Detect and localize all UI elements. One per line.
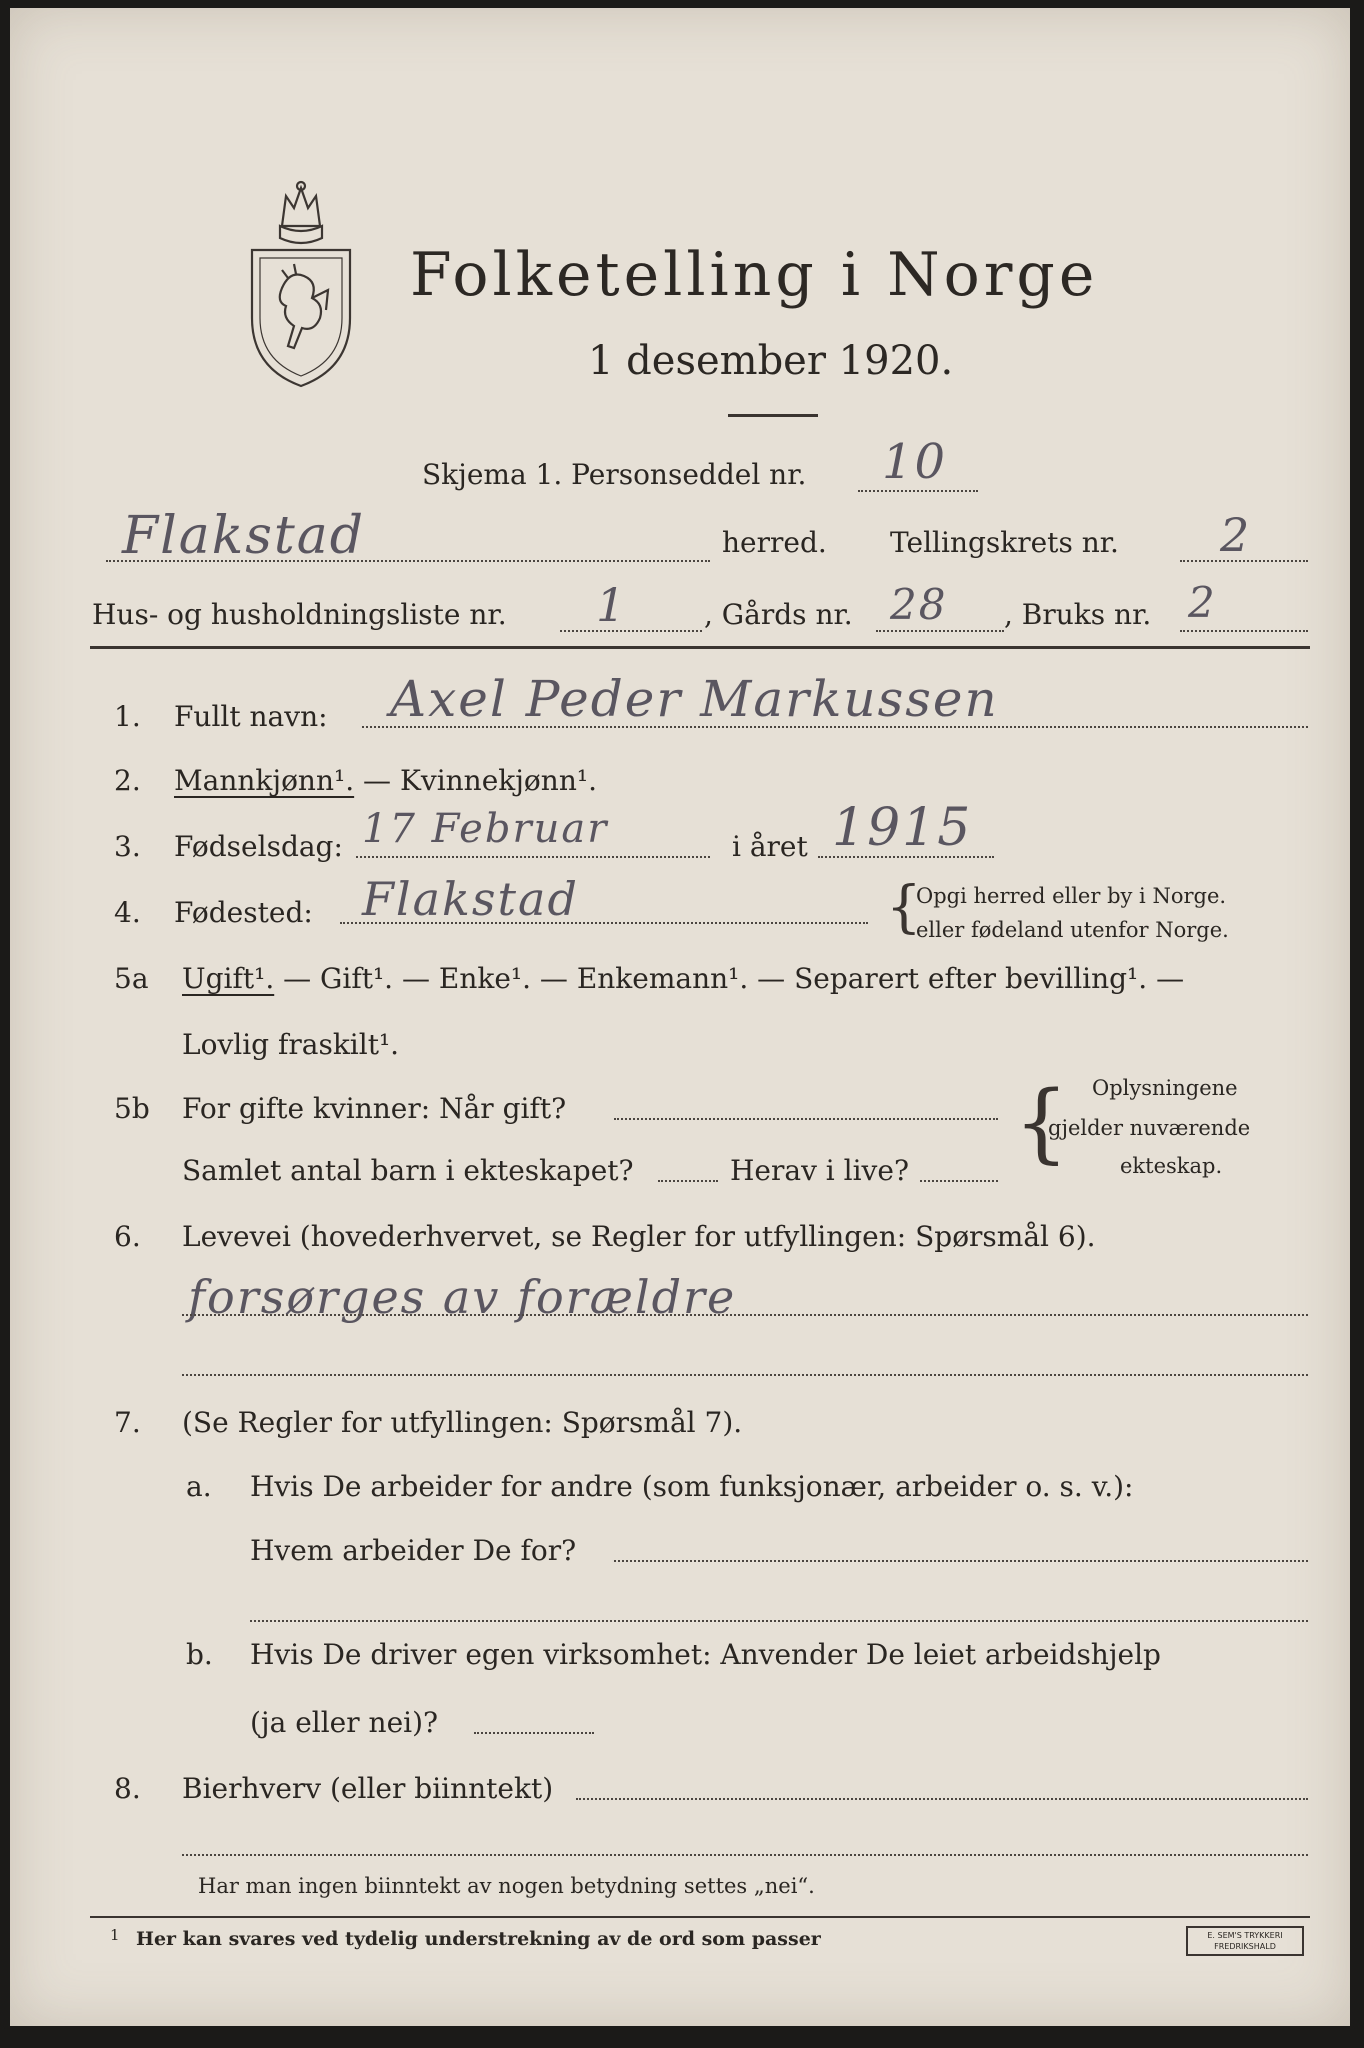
q2-number: 2. bbox=[114, 764, 141, 797]
employer-line-2 bbox=[250, 1620, 1308, 1622]
kvinnekjonn-option[interactable]: Kvinnekjønn¹. bbox=[399, 764, 597, 797]
birth-year-value[interactable]: 1915 bbox=[832, 798, 973, 858]
lovlig-fraskilt-option[interactable]: Lovlig fraskilt¹. bbox=[182, 1028, 400, 1061]
q5b-brace: { bbox=[1014, 1073, 1069, 1173]
bruks-value[interactable]: 2 bbox=[1188, 578, 1217, 627]
footnote-text: Her kan svares ved tydelig understrekning av de ord som passer bbox=[136, 1928, 821, 1950]
ugift-option[interactable]: Ugift¹. bbox=[182, 962, 275, 995]
q4-number: 4. bbox=[114, 896, 141, 929]
herav-i-live-label: Herav i live? bbox=[730, 1154, 909, 1187]
q7a-question: Hvem arbeider De for? bbox=[250, 1534, 577, 1567]
husholdningsliste-line bbox=[560, 630, 702, 632]
year-label: i året bbox=[732, 830, 808, 863]
birthday-line bbox=[356, 856, 710, 858]
q5b-note-3: ekteskap. bbox=[1120, 1154, 1223, 1178]
q2-dash: — bbox=[354, 764, 400, 797]
q4-label: Fødested: bbox=[174, 896, 313, 929]
herred-value[interactable]: Flakstad bbox=[122, 506, 366, 566]
header-divider bbox=[90, 646, 1310, 649]
mannkjonn-option[interactable]: Mannkjønn¹. bbox=[174, 764, 355, 797]
q4-brace: { bbox=[886, 875, 922, 940]
tellingskrets-label: Tellingskrets nr. bbox=[890, 526, 1119, 559]
full-name-value[interactable]: Axel Peder Markussen bbox=[390, 670, 999, 728]
antal-barn-line bbox=[658, 1180, 718, 1182]
q6-number: 6. bbox=[114, 1220, 141, 1253]
q2-options bbox=[174, 764, 597, 797]
census-form bbox=[10, 8, 1350, 2026]
q4-note-1: Opgi herred eller by i Norge. bbox=[916, 884, 1227, 908]
personseddel-number[interactable]: 10 bbox=[882, 434, 948, 490]
occupation-value[interactable]: forsørges av forældre bbox=[188, 1270, 737, 1324]
occupation-line-2 bbox=[182, 1374, 1308, 1376]
side-income-line-2 bbox=[182, 1854, 1308, 1856]
printer-mark bbox=[1186, 1926, 1304, 1956]
q4-note-2: eller fødeland utenfor Norge. bbox=[916, 918, 1229, 942]
occupation-line-1 bbox=[182, 1314, 1308, 1316]
printer-name: E. SEM'S TRYKKERI bbox=[1207, 1931, 1283, 1940]
gards-label: , Gårds nr. bbox=[704, 598, 853, 631]
employer-line-1 bbox=[614, 1560, 1308, 1562]
herred-label: herred. bbox=[722, 526, 827, 559]
skjema-label: Skjema 1. Personseddel nr. bbox=[422, 458, 807, 491]
gards-value[interactable]: 28 bbox=[890, 580, 948, 629]
q8-note: Har man ingen biinntekt av nogen betydning settes „nei“. bbox=[198, 1874, 815, 1898]
q5a-options bbox=[182, 962, 1184, 995]
q7-number: 7. bbox=[114, 1406, 141, 1439]
census-date: 1 desember 1920. bbox=[588, 338, 954, 384]
q5b-note-2: gjelder nuværende bbox=[1048, 1116, 1251, 1140]
marital-status-options[interactable]: — Gift¹. — Enke¹. — Enkemann¹. — Separert efter bevilling¹. — bbox=[274, 962, 1185, 995]
q5b-number: 5b bbox=[114, 1092, 150, 1125]
q8-number: 8. bbox=[114, 1772, 141, 1805]
q5b-note-1: Oplysningene bbox=[1092, 1076, 1238, 1100]
birthplace-value[interactable]: Flakstad bbox=[362, 872, 579, 926]
q7a-letter: a. bbox=[186, 1470, 212, 1503]
hired-help-line bbox=[474, 1732, 594, 1734]
footnote-mark: 1 bbox=[110, 1926, 120, 1944]
husholdningsliste-value[interactable]: 1 bbox=[596, 578, 628, 632]
bruks-line bbox=[1180, 630, 1308, 632]
herred-line bbox=[106, 560, 710, 562]
q1-label: Fullt navn: bbox=[174, 700, 328, 733]
bruks-label: , Bruks nr. bbox=[1004, 598, 1152, 631]
side-income-line-1 bbox=[576, 1798, 1308, 1800]
q7b-text: Hvis De driver egen virksomhet: Anvender De leiet arbeidshjelp bbox=[250, 1638, 1161, 1671]
tellingskrets-value[interactable]: 2 bbox=[1220, 508, 1252, 562]
form-title: Folketelling i Norge bbox=[410, 240, 1099, 310]
q7b-question: (ja eller nei)? bbox=[250, 1706, 439, 1739]
q7a-text: Hvis De arbeider for andre (som funksjonær, arbeider o. s. v.): bbox=[250, 1470, 1134, 1503]
q1-number: 1. bbox=[114, 700, 141, 733]
printer-city: FREDRIKSHALD bbox=[1214, 1942, 1276, 1951]
q5b-label: For gifte kvinner: Når gift? bbox=[182, 1092, 567, 1125]
husholdningsliste-label: Hus- og husholdningsliste nr. bbox=[92, 598, 507, 631]
birthday-value[interactable]: 17 Februar bbox=[362, 806, 609, 852]
nar-gift-line bbox=[614, 1118, 998, 1120]
q7b-letter: b. bbox=[186, 1638, 213, 1671]
gards-line bbox=[876, 630, 1004, 632]
antal-barn-label: Samlet antal barn i ekteskapet? bbox=[182, 1154, 634, 1187]
footnote-rule bbox=[90, 1916, 1310, 1918]
norwegian-coat-of-arms bbox=[242, 178, 360, 390]
skjema-line bbox=[858, 490, 978, 492]
q7-label: (Se Regler for utfyllingen: Spørsmål 7). bbox=[182, 1406, 743, 1439]
q6-label: Levevei (hovederhvervet, se Regler for utfyllingen: Spørsmål 6). bbox=[182, 1220, 1096, 1253]
q5a-number: 5a bbox=[114, 962, 149, 995]
herav-i-live-line bbox=[920, 1180, 998, 1182]
q3-number: 3. bbox=[114, 830, 141, 863]
title-rule bbox=[728, 414, 818, 417]
q8-label: Bierhverv (eller biinntekt) bbox=[182, 1772, 554, 1805]
q3-label: Fødselsdag: bbox=[174, 830, 343, 863]
